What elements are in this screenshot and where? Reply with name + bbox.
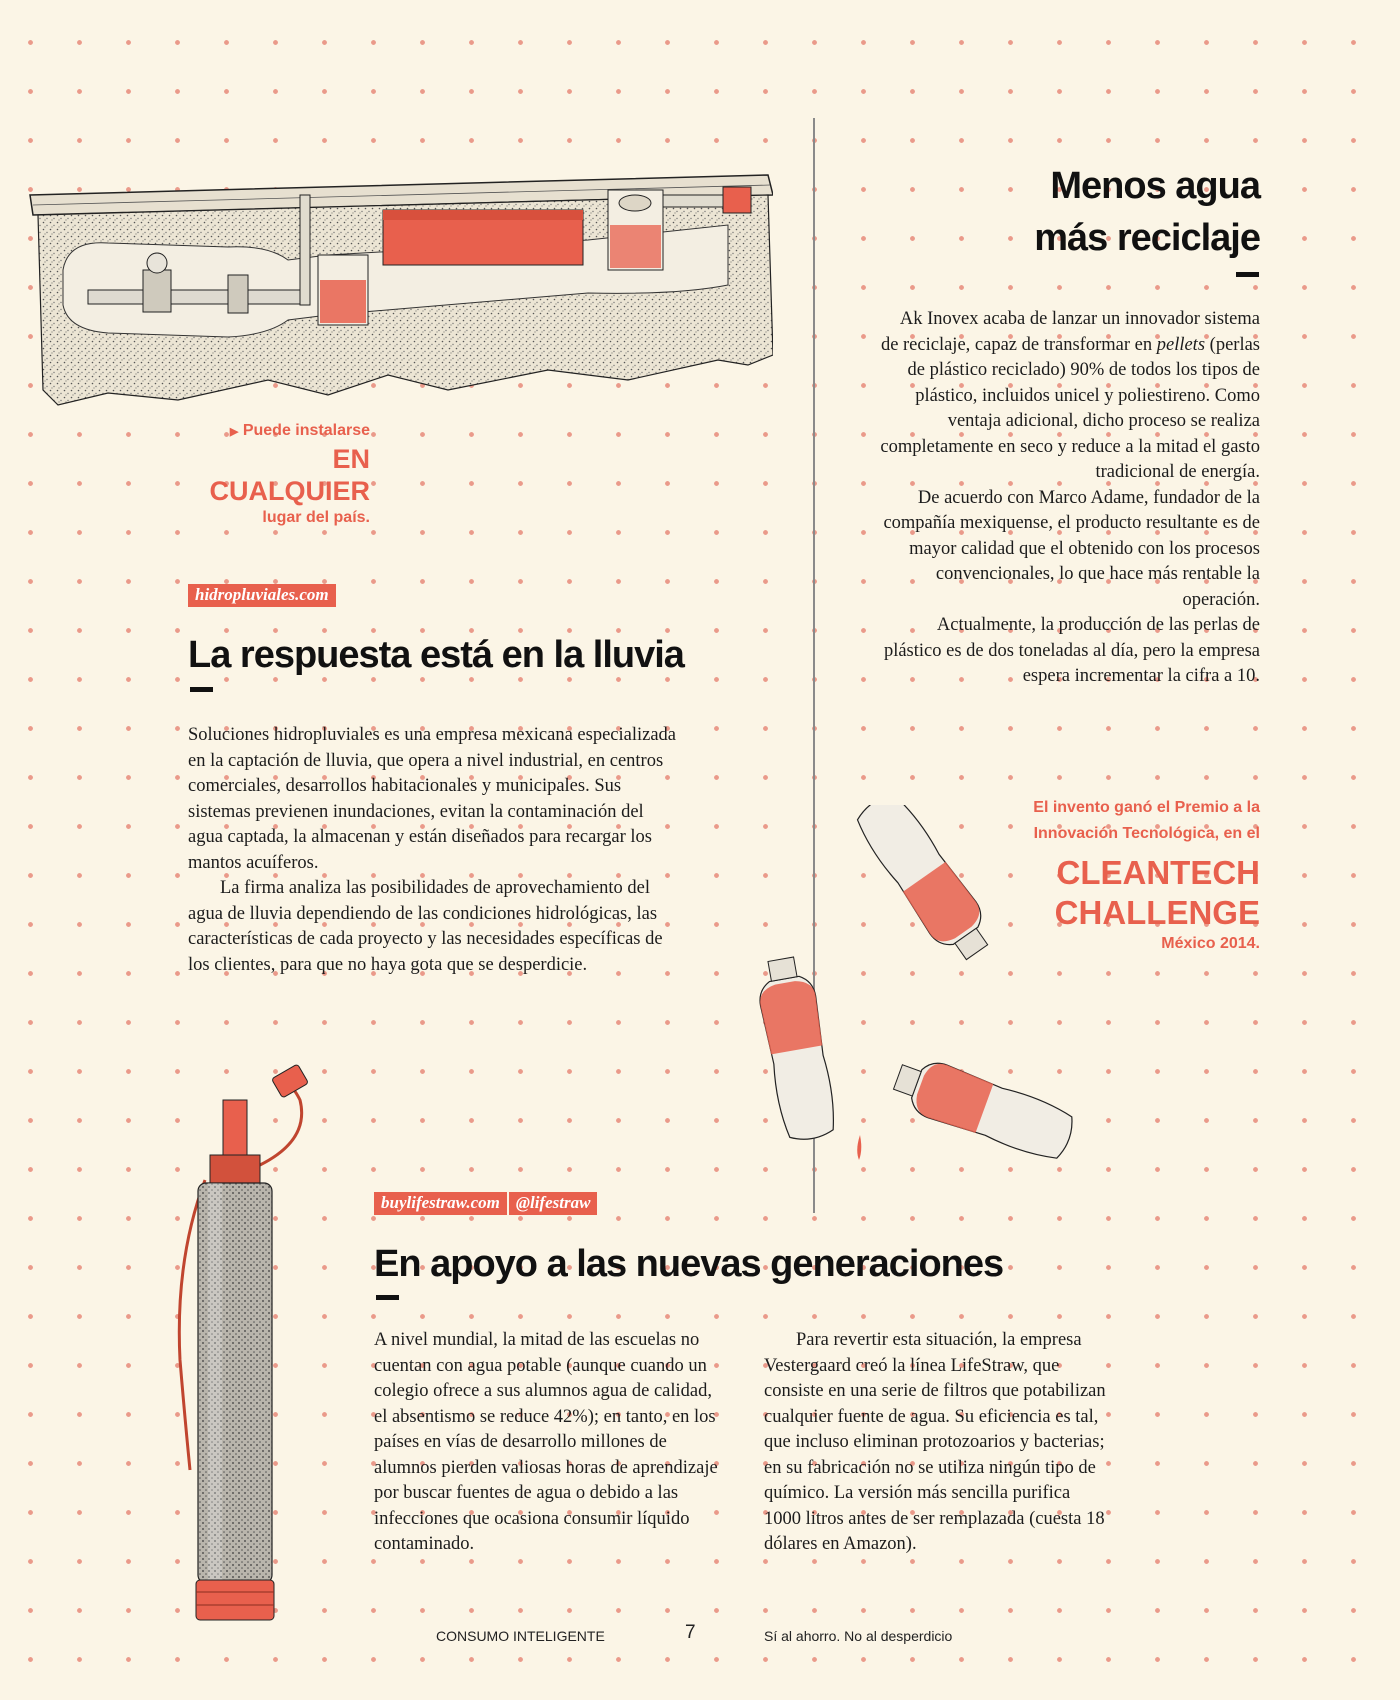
page-number: 7 bbox=[685, 1622, 696, 1643]
install-caption bbox=[180, 420, 370, 529]
lifestraw-article-tags bbox=[374, 1192, 597, 1215]
award-line5: México 2014. bbox=[1161, 935, 1260, 952]
rain-article-tag[interactable] bbox=[188, 584, 336, 607]
title-dash bbox=[190, 687, 213, 692]
tag-link-site[interactable]: buylifestraw.com bbox=[374, 1192, 507, 1215]
lifestraw-col-1: A nivel mundial, la mitad de las escuelas no cuentan con agua potable (aunque cuando un colegio ofrece a sus alumnos agua de calidad, el absentismo se reduce 42%); en tanto, en los países en vías de desarrollo millones de alumnos pierden valiosas horas de aprendizaje por buscar fuentes de agua o debido a las infecciones que ocasiona consumir líquido contaminado. bbox=[374, 1330, 718, 1554]
lifestraw-filter-illustration bbox=[160, 1060, 330, 1640]
award-line1: El invento ganó el Premio a la bbox=[1033, 799, 1260, 816]
tag-link-social[interactable]: @lifestraw bbox=[509, 1192, 598, 1215]
recycle-paragraph-2: De acuerdo con Marco Adame, fundador de la compañía mexiquense, el producto resultante es de mayor calidad que el obtenido con los procesos convencionales, lo que hace más rentable la operación. bbox=[883, 487, 1260, 610]
title-dash bbox=[1236, 272, 1259, 277]
rain-article-body bbox=[188, 723, 678, 978]
caption-arrow-icon: ▶ bbox=[229, 426, 239, 438]
recycle-paragraph-1: Ak Inovex acaba de lanzar un innovador sistema de reciclaje, capaz de transformar en pellets (perlas de plástico reciclado) 90% de todos los tipos de plástico, incluidos unicel y poliestireno. Como ventaja adicional, dicho proceso se realiza completamente en seco y reduce a la mitad el gasto tradicional de energía. bbox=[880, 309, 1260, 482]
rainwater-system-illustration bbox=[28, 165, 773, 425]
footer-tagline: Sí al ahorro. No al desperdicio bbox=[764, 1628, 953, 1644]
lifestraw-article-title: En apoyo a las nuevas generaciones bbox=[374, 1243, 1004, 1285]
recycle-article-title bbox=[900, 160, 1260, 264]
title-dash bbox=[376, 1295, 399, 1300]
recycle-bottles-illustration bbox=[725, 805, 1120, 1185]
footer-section: CONSUMO INTELIGENTE bbox=[436, 1628, 605, 1644]
award-line3: CLEANTECH bbox=[1056, 854, 1260, 891]
award-line4: CHALLENGE bbox=[1054, 894, 1260, 931]
recycle-title-line1: Menos agua bbox=[1050, 165, 1260, 207]
tag-link[interactable]: hidropluviales.com bbox=[188, 584, 336, 607]
rain-article-title: La respuesta está en la lluvia bbox=[188, 634, 684, 676]
caption-line2: EN CUALQUIER bbox=[209, 444, 370, 506]
recycle-title-line2: más reciclaje bbox=[1034, 217, 1260, 259]
rain-paragraph-1: Soluciones hidropluviales es una empresa mexicana especializada en la captación de lluvia, que opera a nivel industrial, en centros comerciales, desarrollos habitacionales y municipales. Sus sistemas previenen inundaciones, evitan la contaminación del agua captada, la almacenan y están diseñados para recargar los mantos acuíferos. bbox=[188, 725, 677, 873]
caption-line1: Puede instalarse bbox=[242, 422, 370, 439]
recycle-paragraph-3: Actualmente, la producción de las perlas de plástico es de dos toneladas al día, pero la empresa espera incrementar la cifra a 10. bbox=[883, 615, 1260, 686]
recycle-article-body bbox=[880, 307, 1260, 690]
award-line2: Innovación Tecnológica, en el bbox=[1033, 825, 1260, 842]
caption-line3: lugar del país. bbox=[262, 509, 370, 526]
rain-paragraph-2: La firma analiza las posibilidades de aprovechamiento del agua de lluvia dependiendo de las condiciones hidrológicas, las características de cada proyecto y las necesidades específicas de los clientes, para que no haya gota que se desperdicie. bbox=[188, 878, 663, 975]
lifestraw-col-2: Para revertir esta situación, la empresa Vestergaard creó la línea LifeStraw, que consiste en una serie de filtros que potabilizan cualquier fuente de agua. Su eficiencia es tal, que incluso eliminan protozoarios y bacterias; en su fabricación no se utiliza ningún tipo de químico. La versión más sencilla purifica 1000 litros antes de ser remplazada (cuesta 18 dólares en Amazon). bbox=[764, 1330, 1106, 1554]
